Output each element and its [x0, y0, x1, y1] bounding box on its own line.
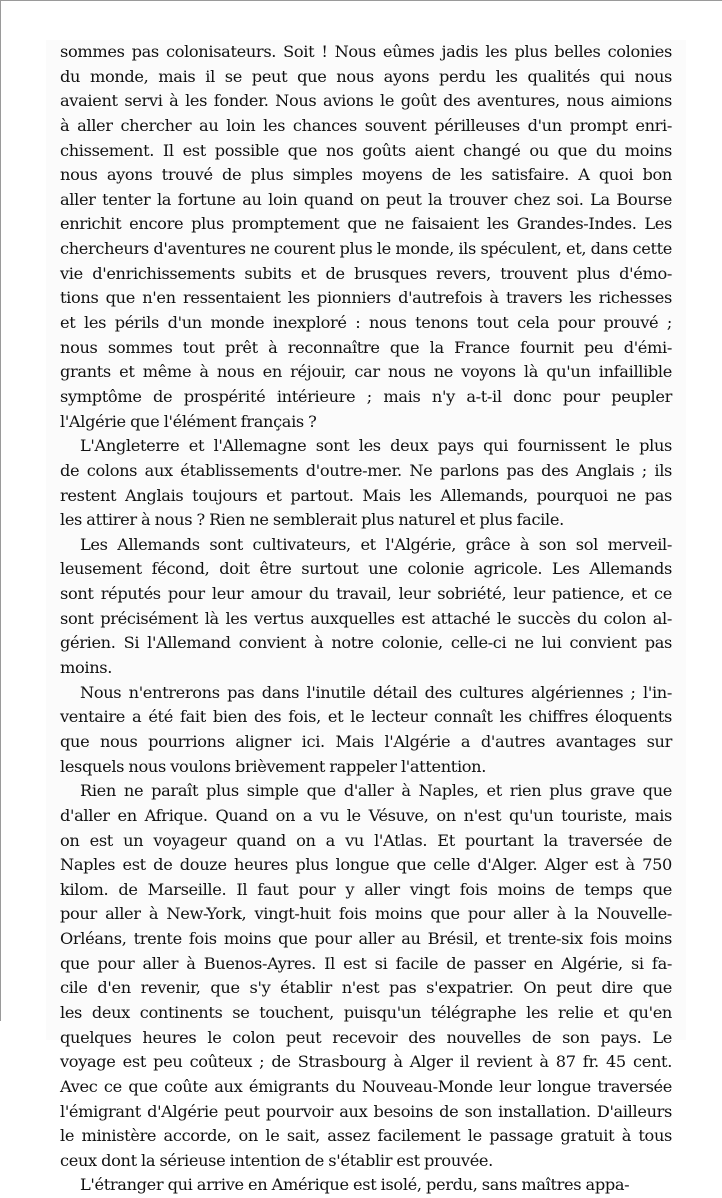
text-line: le ministère accorde, on le sait, assez facilement le passage gratuit à tous	[60, 1126, 672, 1146]
text-line: moins.	[60, 658, 113, 678]
text-line: sont précisément là les vertus auxquelles est attaché le succès du colon al-	[60, 608, 672, 628]
text-line: de colons aux établissements d'outre-mer. Ne parlons pas des Anglais ; ils	[60, 460, 672, 480]
text-line: les deux continents se touchent, puisqu'un télégraphe les relie et qu'en	[60, 1002, 672, 1022]
text-line: les attirer à nous ? Rien ne semblerait plus naturel et plus facile.	[60, 510, 564, 530]
text-line: enrichit encore plus promptement que ne faisaient les Grandes-Indes. Les	[60, 214, 672, 234]
paragraph-4	[60, 681, 672, 780]
text-line: L'étranger qui arrive en Amérique est isolé, perdu, sans maîtres appa-	[80, 1175, 630, 1195]
text-line: Avec ce que coûte aux émigrants du Nouveau-Monde leur longue traversée	[60, 1076, 672, 1096]
text-line: chercheurs d'aventures ne courent plus le monde, ils spéculent, et, dans cette	[60, 239, 672, 259]
text-line: que pour aller à Buenos-Ayres. Il est si facile de passer en Algérie, si fa-	[60, 953, 672, 973]
text-line: aller tenter la fortune au loin quand on peut la trouver chez soi. La Bourse	[60, 189, 672, 209]
text-line: Rien ne paraît plus simple que d'aller à Naples, et rien plus grave que	[80, 781, 672, 801]
text-line: Les Allemands sont cultivateurs, et l'Algérie, grâce à son sol merveil-	[80, 534, 672, 554]
text-line: Naples est de douze heures plus longue que celle d'Alger. Alger est à 750	[60, 855, 672, 875]
text-line: vie d'enrichissements subits et de brusques revers, trouvent plus d'émo-	[60, 263, 672, 283]
text-line: d'aller en Afrique. Quand on a vu le Vésuve, on n'est qu'un touriste, mais	[60, 805, 672, 825]
text-line: lesquels nous voulons brièvement rappeler l'attention.	[60, 756, 487, 776]
text-line: sommes pas colonisateurs. Soit ! Nous eûmes jadis les plus belles colonies	[60, 42, 672, 61]
text-line: quelques heures le colon peut recevoir des nouvelles de son pays. Le	[60, 1027, 672, 1047]
text-line: l'Algérie que l'élément français ?	[60, 411, 317, 431]
text-line: avaient servi à les fonder. Nous avions le goût des aventures, nous aimions	[60, 91, 672, 111]
text-line: L'Angleterre et l'Allemagne sont les deux pays qui fournissent le plus	[80, 436, 672, 456]
text-line: et les périls d'un monde inexploré : nous tenons tout cela pour prouvé ;	[60, 313, 672, 333]
text-line: on est un voyageur quand on a vu l'Atlas. Et pourtant la traversée de	[60, 830, 672, 850]
text-line: cile d'en revenir, que s'y établir n'est pas s'expatrier. On peut dire que	[60, 978, 672, 998]
text-line: Nous n'entrerons pas dans l'inutile détail des cultures algériennes ; l'in-	[80, 682, 672, 702]
text-line: nous sommes tout prêt à reconnaître que la France fournit peu d'émi-	[60, 337, 672, 357]
text-line: kilom. de Marseille. Il faut pour y aller vingt fois moins de temps que	[60, 879, 672, 899]
text-line: du monde, mais il se peut que nous ayons perdu les qualités qui nous	[60, 66, 672, 86]
text-line: ceux dont la sérieuse intention de s'établir est prouvée.	[60, 1150, 493, 1170]
paragraph-3	[60, 533, 672, 681]
text-line: à aller chercher au loin les chances souvent périlleuses d'un prompt enri-	[60, 115, 672, 135]
text-line: l'émigrant d'Algérie peut pourvoir aux besoins de son installation. D'ailleurs	[60, 1101, 672, 1121]
text-line: tions que n'en ressentaient les pionniers d'autrefois à travers les richesses	[60, 288, 672, 308]
text-line: leusement fécond, doit être surtout une colonie agricole. Les Allemands	[60, 559, 672, 579]
text-line: symptôme de prospérité intérieure ; mais n'y a-t-il donc pour peupler	[60, 386, 672, 406]
body-text	[60, 40, 672, 1198]
text-line: nous ayons trouvé de plus simples moyens de les satisfaire. A quoi bon	[60, 165, 672, 185]
paragraph-2	[60, 434, 672, 533]
text-line: chissement. Il est possible que nos goûts aient changé ou que du moins	[60, 140, 672, 160]
paragraph-1	[60, 40, 672, 434]
paragraph-5	[60, 779, 672, 1173]
text-line: ventaire a été fait bien des fois, et le lecteur connaît les chiffres éloquents	[60, 707, 672, 727]
paragraph-6	[60, 1173, 672, 1198]
text-line: voyage est peu coûteux ; de Strasbourg à Alger il revient à 87 fr. 45 cent.	[60, 1052, 672, 1072]
text-line: sont réputés pour leur amour du travail, leur sobriété, leur patience, et ce	[60, 584, 672, 604]
text-line: gérien. Si l'Allemand convient à notre colonie, celle-ci ne lui convient pas	[60, 633, 672, 653]
text-line: que nous pourrions aligner ici. Mais l'Algérie a d'autres avantages sur	[60, 731, 672, 751]
text-line: grants et même à nous en réjouir, car nous ne voyons là qu'un infaillible	[60, 362, 672, 382]
text-line: Orléans, trente fois moins que pour aller au Brésil, et trente-six fois moins	[60, 929, 672, 949]
text-line: restent Anglais toujours et partout. Mais les Allemands, pourquoi ne pas	[60, 485, 672, 505]
text-line: pour aller à New-York, vingt-huit fois moins que pour aller à la Nouvelle-	[60, 904, 672, 924]
